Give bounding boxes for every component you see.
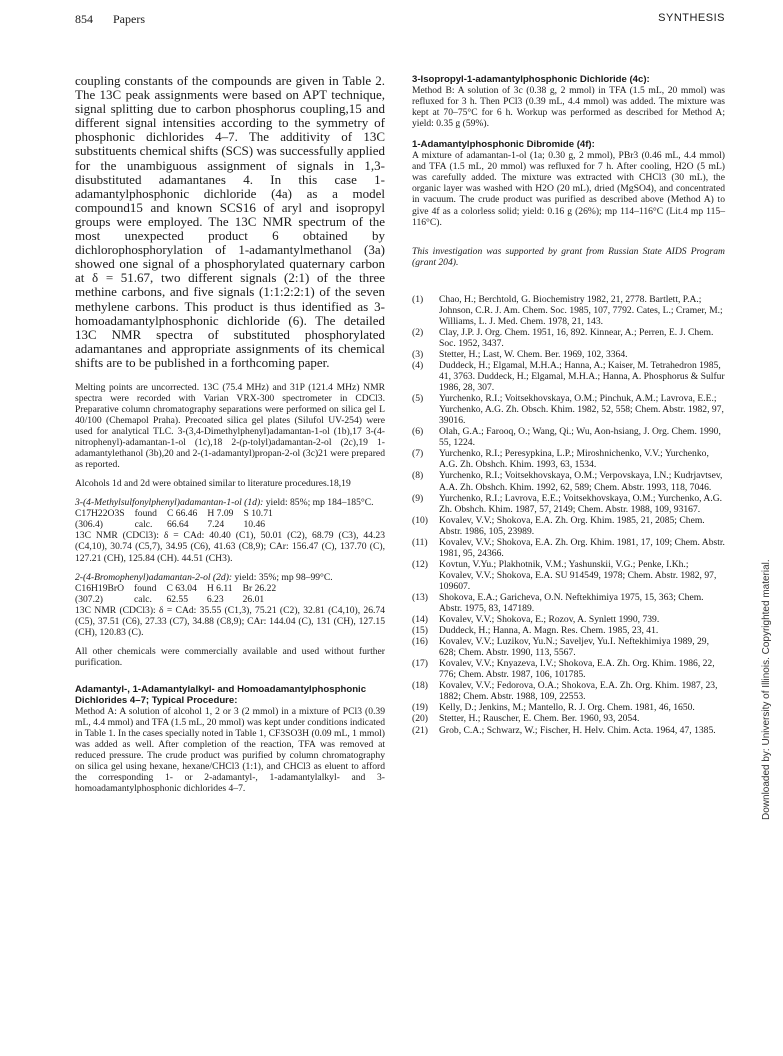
reference-number: (14) bbox=[412, 614, 428, 626]
compound-2d-heading bbox=[75, 572, 385, 583]
analysis-cell: C17H22O3S bbox=[75, 508, 125, 520]
analysis-cell: 7.24 bbox=[207, 519, 225, 531]
compound-2d-yield: yield: 35%; mp 98–99°C. bbox=[232, 571, 333, 583]
reference-number: (18) bbox=[412, 680, 428, 692]
reference-text: Kovalev, V.V.; Knyazeva, I.V.; Shokova, E.A. Zh. Org. Khim. 1986, 22, 776; Chem. Abstr. 1987, 106, 101785. bbox=[439, 658, 715, 681]
reference-number: (1) bbox=[412, 293, 424, 305]
reference-item bbox=[412, 294, 725, 327]
page-header bbox=[75, 12, 725, 30]
reference-item bbox=[412, 725, 725, 736]
reference-text: Yurchenko, R.I.; Lavrova, E.E.; Voitsekhovskaya, O.M.; Yurchenko, A.G. Zh. Obshch. Khim. 1987, 57, 2149; Chem. Abstr. 1988, 109, 93167. bbox=[439, 492, 723, 515]
reference-item bbox=[412, 349, 725, 360]
reference-item bbox=[412, 636, 725, 658]
analysis-cell: found bbox=[134, 582, 157, 594]
reference-text: Kovalev, V.V.; Fedorova, O.A.; Shokova, E.A. Zh. Org. Khim. 1987, 23, 1882; Chem. Abstr. 1988, 109, 22553. bbox=[439, 680, 718, 703]
reference-item bbox=[412, 448, 725, 470]
reference-number: (17) bbox=[412, 658, 428, 670]
reference-number: (21) bbox=[412, 724, 428, 736]
reference-item bbox=[412, 680, 725, 702]
reference-text: Olah, G.A.; Farooq, O.; Wang, Qi.; Wu, Aon-hsiang, J. Org. Chem. 1990, 55, 1224. bbox=[439, 426, 721, 449]
reference-text: Kovalev, V.V.; Shokova, E.A. Zh. Org. Khim. 1985, 21, 2085; Chem. Abstr. 1986, 105, 23989. bbox=[439, 514, 705, 537]
reference-number: (12) bbox=[412, 558, 428, 570]
compound-1d-heading bbox=[75, 497, 385, 508]
reference-item bbox=[412, 493, 725, 515]
compound-2d-title: 2-(4-Bromophenyl)adamantan-2-ol (2d): bbox=[75, 571, 233, 583]
analysis-row bbox=[75, 508, 283, 519]
reference-number: (8) bbox=[412, 470, 424, 482]
compound-1d-analysis bbox=[75, 508, 283, 530]
analysis-cell: calc. bbox=[134, 519, 153, 531]
references-list bbox=[412, 294, 725, 736]
alcohols-paragraph: Alcohols 1d and 2d were obtained similar to literature procedures.18,19 bbox=[75, 478, 351, 490]
reference-text: Stetter, H.; Last, W. Chem. Ber. 1969, 102, 3364. bbox=[439, 348, 628, 360]
reference-number: (4) bbox=[412, 359, 424, 371]
journal-name: SYNTHESIS bbox=[658, 12, 725, 24]
chemicals-paragraph: All other chemicals were commercially available and used without further purification. bbox=[75, 645, 385, 668]
analysis-cell: 66.64 bbox=[166, 519, 189, 531]
analysis-cell: 26.01 bbox=[242, 593, 265, 605]
procedure-heading: Adamantyl-, 1-Adamantylalkyl- and Homoadamantylphosphonic Dichlorides 4–7; Typical Procedure: bbox=[75, 683, 367, 706]
analysis-cell: H 7.09 bbox=[207, 508, 234, 520]
compound-1d-nmr: 13C NMR (CDCl3): δ = CAd: 40.40 (C1), 50.01 (C2), 68.79 (C3), 44.23 (C4,10), 30.74 (C5,7), 34.95 (C6), 41.63 (C8,9); CAr: 156.47 (C), 137.70 (C), 127.21 (CH), 125.84 (CH). 44.51 (CH3). bbox=[75, 530, 385, 564]
compound-4c-text: Method B: A solution of 3c (0.38 g, 2 mmol) in TFA (1.5 mL, 20 mmol) was refluxed for 3 h. Then PCl3 (0.39 mL, 4.4 mmol) was added. The mixture was kept at 70–75°C for 6 h. Workup was performed as described for Method A; yield: 0.35 g (59%). bbox=[412, 85, 725, 130]
reference-text: Clay, J.P. J. Org. Chem. 1951, 16, 892. Kinnear, A.; Perren, E. J. Chem. Soc. 1952, 3437. bbox=[439, 326, 714, 349]
reference-item bbox=[412, 515, 725, 537]
reference-number: (7) bbox=[412, 448, 424, 460]
reference-text: Yurchenko, R.I.; Peresypkina, L.P.; Miroshnichenko, V.V.; Yurchenko, A.G. Zh. Obshch. Khim. 1993, 63, 1534. bbox=[439, 448, 709, 471]
reference-text: Kovtun, V.Yu.; Plakhotnik, V.M.; Yashunskii, V.G.; Penke, I.Kh.; Kovalev, V.V.; Shokova, E.A. SU 914549, 1978; Chem. Abstr. 1982, 97, 109607. bbox=[439, 558, 717, 592]
reference-item bbox=[412, 658, 725, 680]
reference-number: (13) bbox=[412, 591, 428, 603]
reference-text: Shokova, E.A.; Garicheva, O.N. Neftekhimiya 1975, 15, 363; Chem. Abstr. 1975, 83, 147189. bbox=[439, 591, 704, 615]
reference-item bbox=[412, 393, 725, 426]
analysis-cell: Br 26.22 bbox=[242, 582, 277, 594]
analysis-row bbox=[75, 583, 286, 594]
analysis-cell: 6.23 bbox=[206, 593, 224, 605]
reference-item bbox=[412, 713, 725, 724]
compound-4f-heading: 1-Adamantylphosphonic Dibromide (4f): bbox=[412, 139, 595, 151]
reference-number: (6) bbox=[412, 426, 424, 438]
analysis-cell: (307.2) bbox=[75, 593, 103, 605]
page-number: 854 bbox=[75, 12, 93, 26]
reference-number: (16) bbox=[412, 636, 428, 648]
section-name: Papers bbox=[113, 12, 145, 26]
reference-item bbox=[412, 537, 725, 559]
experimental-paragraph: Melting points are uncorrected. 13C (75.4 MHz) and 31P (121.4 MHz) NMR spectra were recorded with Varian VRX-300 spectrometer in CDCl3. Preparative column chromatography separations were performed on silica gel L 40/100 (Chemapol Praha). Precoated silica gel plates (Silufol UV-254) were used for analytical TLC. 3-(3,4-Dimethylphenyl)adamantan-1-ol (1b),17 3-(4-nitrophenyl)-adamantan-1-ol (1c),18 2-(p-tolyl)adamantan-2-ol (2c),19 1-adamantylethanol (3b),20 and 2-(1-adamantyl)propan-2-ol (3c)21 were prepared as reported. bbox=[75, 381, 385, 471]
reference-number: (2) bbox=[412, 326, 424, 338]
analysis-row bbox=[75, 519, 283, 530]
acknowledgement: This investigation was supported by grant from Russian State AIDS Program (grant 204). bbox=[412, 245, 725, 268]
reference-text: Stetter, H.; Rauscher, E. Chem. Ber. 1960, 93, 2054. bbox=[439, 713, 640, 725]
reference-number: (11) bbox=[412, 536, 428, 548]
reference-item bbox=[412, 614, 725, 625]
reference-text: Yurchenko, R.I.; Voitsekhovskaya, O.M.; Pinchuk, A.M.; Lavrova, E.E.; Yurchenko, A.G. Zh. Obsch. Khim. 1982, 52, 558; Chem. Abstr. 1982, 97, 39016. bbox=[439, 393, 724, 427]
analysis-cell: found bbox=[134, 508, 157, 520]
reference-text: Duddeck, H.; Elgamal, M.H.A.; Hanna, A.; Kaiser, M. Tetrahedron 1985, 41, 3763. Duddeck, H.; Elgamal, M.H.A.; Hanna, A. Phosphorus & Sulfur 1986, 28, 307. bbox=[439, 359, 725, 394]
reference-item bbox=[412, 559, 725, 592]
reference-item bbox=[412, 592, 725, 614]
compound-2d-analysis bbox=[75, 583, 286, 605]
reference-text: Chao, H.; Berchtold, G. Biochemistry 1982, 21, 2778. Bartlett, P.A.; Johnson, C.R. J. Am. Chem. Soc. 1985, 107, 7792. Cates, L.; Cramer, M.; Williams, L. J. Med. Chem. 1978, 21, 143. bbox=[439, 293, 723, 327]
analysis-cell: (306.4) bbox=[75, 519, 103, 531]
analysis-row bbox=[75, 594, 286, 605]
reference-text: Kovalev, V.V.; Luzikov, Yu.N.; Saveljev, Yu.I. Neftekhimiya 1989, 29, 628; Chem. Abstr. 1990, 113, 5567. bbox=[439, 636, 710, 659]
compound-4f-text: A mixture of adamantan-1-ol (1a; 0.30 g, 2 mmol), PBr3 (0.46 mL, 4.4 mmol) and TFA (1.5 mL, 20 mmol) was refluxed for 7 h. After cooling, H2O (5 mL) was carefully added. The mixture was extracted with CHCl3 (30 mL), the organic layer was washed with H2O (20 mL), dried (MgSO4), and concentrated in vacuum. The crude product was purified as described above (Method A) to give 4f as a colorless solid; yield: 0.16 g (26%); mp 114–116°C (Lit.4 mp 115–116°C). bbox=[412, 150, 725, 228]
compound-1d-yield: yield: 85%; mp 184–185°C. bbox=[263, 497, 374, 509]
analysis-cell: H 6.11 bbox=[206, 582, 233, 594]
analysis-cell: calc. bbox=[134, 593, 152, 605]
analysis-cell: C16H19BrO bbox=[75, 582, 125, 594]
download-note: Downloaded by: University of Illinois. Copyrighted material. bbox=[761, 559, 772, 820]
reference-text: Kovalev, V.V.; Shokova, E.; Rozov, A. Synlett 1990, 739. bbox=[439, 614, 660, 626]
reference-number: (9) bbox=[412, 492, 424, 504]
reference-item bbox=[412, 327, 725, 349]
analysis-cell: S 10.71 bbox=[243, 508, 273, 520]
reference-number: (5) bbox=[412, 393, 424, 405]
compound-4c-heading: 3-Isopropyl-1-adamantylphosphonic Dichloride (4c): bbox=[412, 74, 650, 85]
reference-number: (20) bbox=[412, 713, 428, 725]
reference-item bbox=[412, 470, 725, 492]
reference-text: Yurchenko, R.I.; Voitsekhovskaya, O.M.; Verpovskaya, I.N.; Kudrjavtsev, A.A. Zh. Obshch. Khim. 1992, 62, 589; Chem. Abstr. 1993, 118, 7046. bbox=[439, 470, 723, 493]
left-column bbox=[75, 74, 385, 794]
reference-item bbox=[412, 702, 725, 713]
analysis-cell: 62.55 bbox=[166, 593, 189, 605]
compound-2d-nmr: 13C NMR (CDCl3): δ = CAd: 35.55 (C1,3), 75.21 (C2), 32.81 (C4,10), 26.74 (C5), 37.51 (C6), 27.33 (C7), 34.88 (C8,9); CAr: 144.04 (C), 131 (CH), 127.15 (CH), 120.83 (C). bbox=[75, 604, 385, 638]
right-column bbox=[412, 74, 725, 736]
download-watermark bbox=[760, 380, 774, 820]
reference-number: (3) bbox=[412, 348, 424, 360]
reference-item bbox=[412, 625, 725, 636]
reference-number: (15) bbox=[412, 625, 428, 637]
procedure-text: Method A: A solution of alcohol 1, 2 or 3 (2 mmol) in a mixture of PCl3 (0.39 mL, 4.4 mmol) and TFA (1.5 mL, 20 mmol) was kept under conditions indicated in Table 1. In the cases specially noted in Table 1, CF3SO3H (0.09 mL, 1 mmol) was added as well. After completion of the reaction, TFA was removed at reduced pressure. The crude product was purified by column chromatography on silica gel using hexane, hexane/CHCl3 (1:1), and CHCl3 as eluent to afford the corresponding 1- or 2-adamantyl-, 1-adamantylalkyl- and 3-homoadamantylphosphonic dichlorides 4–7. bbox=[75, 705, 385, 795]
reference-text: Duddeck, H.; Hanna, A. Magn. Res. Chem. 1985, 23, 41. bbox=[439, 625, 659, 637]
reference-text: Kovalev, V.V.; Shokova, E.A. Zh. Org. Khim. 1981, 17, 109; Chem. Abstr. 1981, 95, 24366. bbox=[439, 536, 725, 559]
reference-text: Kelly, D.; Jenkins, M.; Mantello, R. J. Org. Chem. 1981, 46, 1650. bbox=[439, 702, 695, 714]
reference-item bbox=[412, 360, 725, 393]
reference-number: (19) bbox=[412, 702, 428, 714]
reference-number: (10) bbox=[412, 514, 428, 526]
reference-text: Grob, C.A.; Schwarz, W.; Fischer, H. Helv. Chim. Acta. 1964, 47, 1385. bbox=[439, 724, 716, 736]
reference-item bbox=[412, 426, 725, 448]
compound-1d-title: 3-(4-Methylsulfonylphenyl)adamantan-1-ol (1d): bbox=[75, 497, 264, 509]
analysis-cell: C 66.46 bbox=[166, 508, 198, 520]
analysis-cell: 10.46 bbox=[243, 519, 266, 531]
intro-paragraph: coupling constants of the compounds are given in Table 2. The 13C peak assignments were based on APT technique, signal splitting due to carbon phosphorus coupling,15 and different signal intensities according to the symmetry of phosphonic dichlorides 4–7. The additivity of 13C substituents chemical shifts (SCS) was successfully applied for the unambiguous assignment of signals in 1,3-disubstituted adamantanes 4. In this case 1-adamantylphosphonic dichloride (4a) as a model compound15 and known SCS16 of aryl and isopropyl groups were employed. The 13C NMR spectrum of the most unexpected product 6 obtained by dichlorophosphorylation of 1-adamantylmethanol (3a) showed one signal of a phosphorylated quaternary carbon at δ = 51.67, two different signals (2:1) of the three methine carbons, and five signals (1:1:2:2:1) of the seven methylene carbons. This product is thus identified as 3-homoadamantylphosphonic dichloride (6). The detailed 13C NMR spectra of substituted phosphorylated adamantanes and appropriate assignments of its chemical shifts are to be published in a forthcoming paper. bbox=[75, 73, 385, 370]
analysis-cell: C 63.04 bbox=[166, 582, 197, 594]
